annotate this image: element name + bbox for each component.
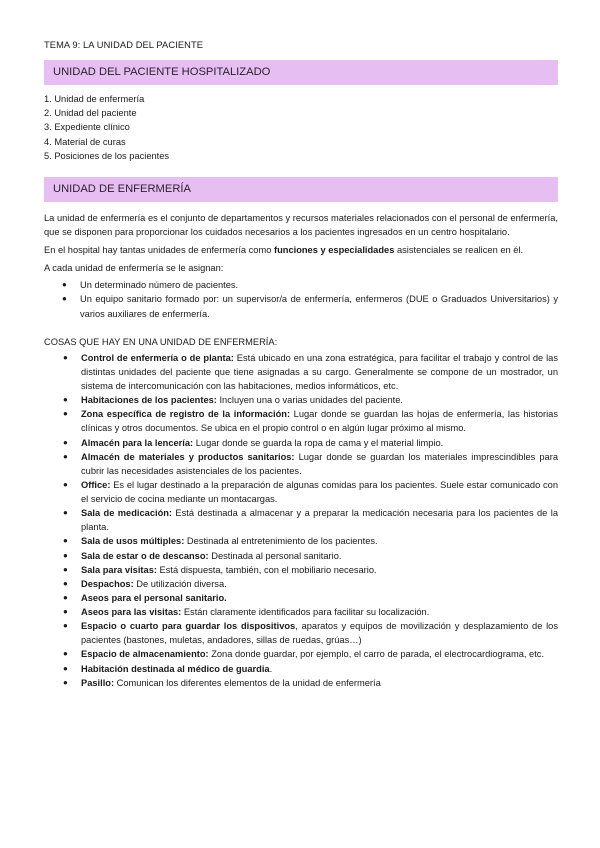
list-item-text: Un equipo sanitario formado por: un supervisor/a de enfermería, enfermeros (DUE o Graduados Universitarios) y varios auxiliares de enfermería. <box>80 294 558 319</box>
list-item-term: Habitaciones de los pacientes: <box>81 395 217 406</box>
list-item-text: Un determinado número de pacientes. <box>80 280 239 291</box>
list-item <box>44 549 558 563</box>
bullet-icon: ● <box>63 578 68 588</box>
bullet-icon: ● <box>63 508 68 518</box>
list-item <box>44 407 558 435</box>
bullet-icon: ● <box>62 294 67 304</box>
list-item <box>44 676 558 690</box>
list-item <box>44 577 558 591</box>
bullet-icon: ● <box>63 395 68 405</box>
cosas-list <box>44 351 558 690</box>
list-item-term: Zona específica de registro de la información: <box>81 409 291 420</box>
list-item-term: Espacio de almacenamiento: <box>81 649 209 660</box>
assign-list <box>44 278 558 320</box>
list-item-text: Destinada al entretenimiento de los pacientes. <box>184 536 378 547</box>
spacer <box>44 321 558 335</box>
list-item-text: . <box>269 663 273 674</box>
bullet-icon: ● <box>63 649 68 659</box>
list-item-text: Lugar donde se guardan los materiales imprescindibles para cubrir las necesidades asistenciales de los pacientes. <box>81 451 558 476</box>
bullet-icon: ● <box>63 550 68 560</box>
hospital-paragraph <box>44 243 558 257</box>
list-item <box>44 292 558 320</box>
list-item-term: Espacio o cuarto para guardar los dispositivos <box>81 621 296 632</box>
bullet-icon: ● <box>63 677 68 687</box>
list-item-term: Almacén para la lencería: <box>81 437 194 448</box>
list-item <box>44 393 558 407</box>
document-page <box>44 38 558 690</box>
bullet-icon: ● <box>63 621 68 631</box>
list-item <box>44 478 558 506</box>
list-item-term: Aseos para el personal sanitario. <box>81 592 227 603</box>
list-item-text: Comunican los diferentes elementos de la unidad de enfermería <box>114 677 381 688</box>
list-item-term: Control de enfermería o de planta: <box>81 352 234 363</box>
list-item-text: Está ubicado en una zona estratégica, para facilitar el trabajo y control de las distintas unidades del paciente que tiene asignadas a su cargo. Generalmente se compone de un mostrador, un sistema de intercomunicación con las habitaciones, medios informáticos, etc. <box>81 352 558 391</box>
section-header-unidad-enfermeria <box>44 177 558 202</box>
bullet-icon: ● <box>63 352 68 362</box>
list-item-term: Sala para visitas: <box>81 564 157 575</box>
bullet-icon: ● <box>63 592 68 602</box>
list-item-term: Sala de usos múltiples: <box>81 536 185 547</box>
section-header-label: UNIDAD DEL PACIENTE HOSPITALIZADO <box>53 66 271 79</box>
bullet-icon: ● <box>63 564 68 574</box>
bullet-icon: ● <box>63 437 68 447</box>
list-item-term: Despachos: <box>81 578 134 589</box>
bullet-icon: ● <box>63 663 68 673</box>
list-item-text: Lugar donde se guarda la ropa de cama y el material limpio. <box>193 437 444 448</box>
section-header-unidad-paciente <box>44 60 558 85</box>
table-of-contents <box>44 92 558 163</box>
intro-paragraph: La unidad de enfermería es el conjunto de departamentos y recursos materiales relacionados con el personal de enfermería, que se disponen para proporcionar los cuidados necesarios a los pacientes ingresados en un centro hospitalario. <box>44 212 558 237</box>
list-item <box>44 436 558 450</box>
list-item-text: Está destinada a almacenar y a preparar la medicación necesaria para los pacientes de la planta. <box>81 508 558 533</box>
list-item-text: Está dispuesta, también, con el mobiliario necesario. <box>156 564 377 575</box>
list-item-term: Pasillo: <box>81 677 115 688</box>
bullet-icon: ● <box>63 451 68 461</box>
list-item <box>44 450 558 478</box>
document-title: TEMA 9: LA UNIDAD DEL PACIENTE <box>44 40 204 50</box>
paragraph-text: En el hospital hay tantas unidades de enfermería como <box>44 245 274 255</box>
bullet-icon: ● <box>63 409 68 419</box>
bullet-icon: ● <box>63 536 68 546</box>
list-item-text: Es el lugar destinado a la preparación de algunas comidas para los pacientes. Suele estar comunicado con el servicio de cocina mediante un montacargas. <box>81 479 558 504</box>
assign-paragraph: A cada unidad de enfermería se le asignan: <box>44 263 224 274</box>
list-item <box>44 591 558 605</box>
list-item-term: Sala de estar o de descanso: <box>81 550 209 561</box>
bullet-icon: ● <box>63 607 68 616</box>
list-item-text: Zona donde guardar, por ejemplo, el carro de parada, el electrocardiograma, etc. <box>208 649 545 660</box>
list-item-text: De utilización diversa. <box>133 578 227 589</box>
list-item <box>44 619 558 647</box>
section-header-label: UNIDAD DE ENFERMERÍA <box>53 182 191 195</box>
list-item <box>44 647 558 661</box>
paragraph-text: asistenciales se realicen en él. <box>394 245 524 255</box>
list-item <box>44 534 558 548</box>
list-item-text: Incluyen una o varias unidades del paciente. <box>216 395 403 406</box>
list-item <box>44 278 558 292</box>
list-item-text: , aparatos y equipos de movilización y desplazamiento de los pacientes (bastones, muletas, andadores, sillas de ruedas, grúas…) <box>81 621 559 646</box>
list-item-term: Office: <box>81 479 111 490</box>
toc-item: 2. Unidad del paciente <box>44 108 137 119</box>
toc-item: 1. Unidad de enfermería <box>44 94 145 105</box>
list-item-text: Lugar donde se guardan las hojas de enfermería, las historias clínicas y otros documentos. Se ubica en el propio control o en algún lugar próximo al mismo. <box>81 409 558 434</box>
list-item <box>44 605 558 619</box>
list-item-text: Destinada al personal sanitario. <box>208 550 342 561</box>
toc-item: 3. Expediente clínico <box>44 122 130 133</box>
list-item-term: Habitación destinada al médico de guardia <box>81 663 270 674</box>
bullet-icon: ● <box>63 479 68 489</box>
list-item <box>44 563 558 577</box>
list-item <box>44 662 558 676</box>
bullet-icon: ● <box>62 280 67 290</box>
list-item <box>44 351 558 393</box>
list-item-term: Almacén de materiales y productos sanitarios: <box>81 451 295 462</box>
list-item <box>44 506 558 534</box>
list-item-term: Aseos para las visitas: <box>81 607 182 617</box>
toc-item: 4. Material de curas <box>44 136 126 147</box>
list-item-text: Están claramente identificados para facilitar su localización. <box>181 607 430 617</box>
toc-item: 5. Posiciones de los pacientes <box>44 150 170 161</box>
list-item-term: Sala de medicación: <box>81 508 173 519</box>
paragraph-bold-text: funciones y especialidades <box>273 245 395 255</box>
cosas-heading: COSAS QUE HAY EN UNA UNIDAD DE ENFERMERÍA: <box>44 336 278 347</box>
